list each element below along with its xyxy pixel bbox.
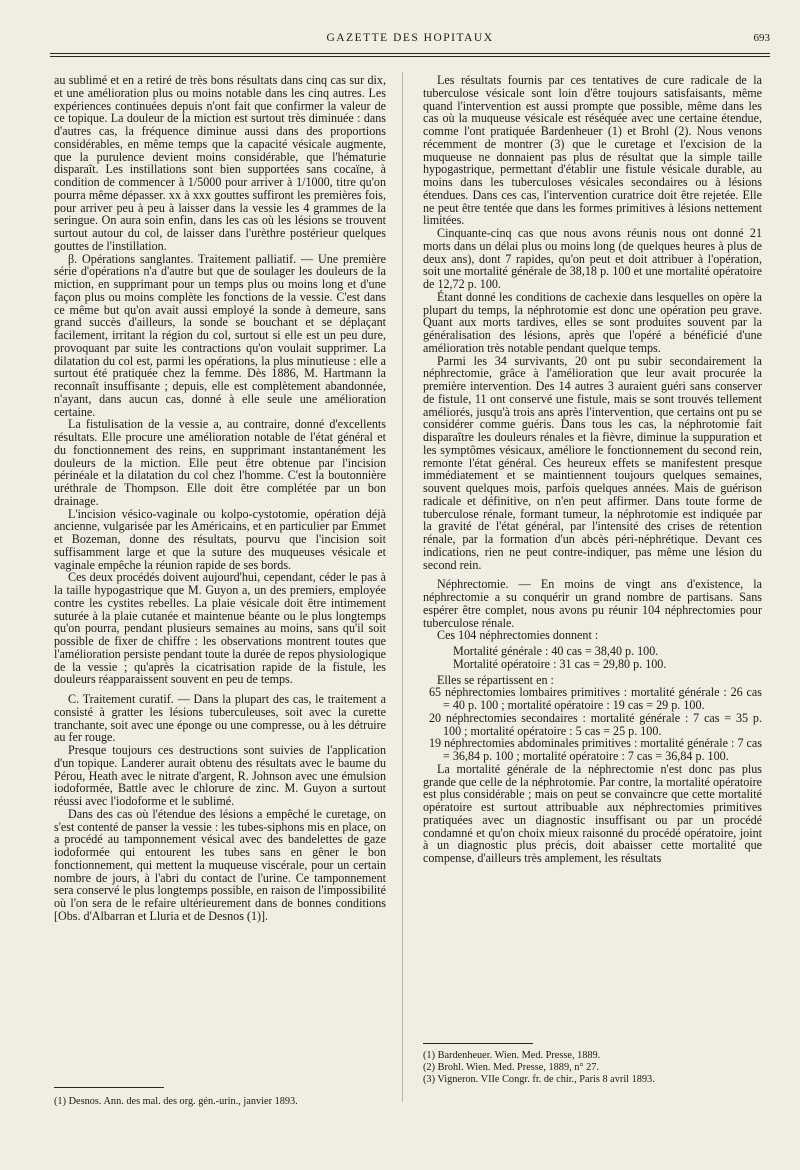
running-head [50, 32, 770, 52]
paragraph: C. Traitement curatif. — Dans la plupart des cas, le traitement a consisté à gratter les lésions tuberculeuses, soit avec la curette tranchante, soit avec une éponge ou une compresse, ou à les détruire au fer rouge. [54, 692, 386, 745]
footnotes [423, 1050, 762, 1086]
header-rule [50, 53, 770, 54]
paragraph: L'incision vésico-vaginale ou kolpo-cystotomie, opération déjà ancienne, vulgarisée par les Américains, et en particulier par Emmet et Bozeman, donne des résultats, pourvu que l'incision soit suffisamment large et que la suture des muqueuses vésicale et vaginale empêche la réunion rapide de ses bords. [54, 506, 386, 572]
paragraph: Les résultats fournis par ces tentatives de cure radicale de la tuberculose vésicale sont loin d'être toujours satisfaisants, même quand l'intervention est aussi prompte que possible, même dans les cas où la muqueuse vésicale est réséquée avec une certaine étendue, comme l'ont pratiquée Bardenheuer (1) et Brohl (2). Nous venons récemment de montrer (3) que le curetage et l'excision de la muqueuse ne donnaient pas plus de résultat que la simple taille hypogastrique, permettant d'établir une fistule vésicale durable, au moins dans les tuberculoses vésicales secondaires ou à lésions étendues. Dans ces cas, l'intervention curatrice doit être rejetée. Elle ne peut être tentée que dans les formes primitives à lésions nettement limitées. [423, 73, 762, 228]
page-number: 693 [753, 32, 770, 44]
nephrectomy-breakdown [423, 686, 762, 763]
footnote: (3) Vigneron. VIIe Congr. fr. de chir., Paris 8 avril 1893. [423, 1074, 655, 1085]
paragraph: Étant donné les conditions de cachexie dans lesquelles on opère la plupart du temps, la néphrotomie est donc une opération peu grave. Quant aux morts tardives, elles se sont produites souvent par la généralisation des lésions, après que l'opéré a bénéficié d'une amélioration très notable pendant quelque temps. [423, 289, 762, 355]
mortality-general: Mortalité générale : 40 cas = 38,40 p. 100. [453, 644, 659, 658]
paragraph: Presque toujours ces destructions sont suivies de l'application d'un topique. Landerer aurait obtenu des résultats avec le baume du Pérou, Heath avec le nitrate d'argent, R. Johnson avec une émulsion iodoformée, Battle avec le chlorure de zinc. M. Guyon a surtout réussi avec l'iodoforme et le sublimé. [54, 743, 386, 808]
paragraph: β. Opérations sanglantes. Traitement palliatif. — Une première série d'opérations n'a d'autre but que de soulager les douleurs de la miction, en supprimant pour un temps plus ou moins long et d'une façon plus ou moins complète les fonctions de la vessie. C'est dans ce même but qu'on avait aussi employé la sonde à demeure, sans grand succès d'ailleurs, la sonde se bouchant et se déplaçant facilement, irritant la région du col, surtout si elle est un peu dure, provoquant par suite les contractions qu'on voulait supprimer. La dilatation du col est, parmi les opérations, la plus minutieuse : elle a surtout été pratiquée chez la femme. Dès 1886, M. Hartmann la reconnaît insuffisante ; depuis, elle est complètement abandonnée, n'ayant, dans aucun cas, donné à elle seule une amélioration certaine. [54, 251, 386, 419]
paragraph: La mortalité générale de la néphrectomie n'est donc pas plus grande que celle de la néphrotomie. Par contre, la mortalité opératoire est plus considérable ; mais on peut se convaincre que cette mortalité opératoire est surtout attribuable aux néphrectomies primitives pratiquées avec un diagnostic insuffisant ou par un procédé condamné et qu'on choix mieux raisonné du procédé opératoire, joint à un diagnostic plus précis, doit abaisser cette mortalité que compense, d'ailleurs très amplement, les résultats [423, 761, 762, 865]
paragraph: Ces deux procédés doivent aujourd'hui, cependant, céder le pas à la taille hypogastrique que M. Guyon a, un des premiers, employée contre les cystites rebelles. La plaie vésicale doit être intimement suturée à la plaie cutanée et maintenue béante ou le plus longtemps qu'on pourra, pendant plusieurs semaines au moins, sans qu'il soit possible de fixer de chiffre : les observations montrent toutes que l'amélioration persiste pendant toute la durée de repos physiologique de la vessie ; qu'après la cicatrisation rapide de la fistule, les douleurs réapparaissent souvent en peu de temps. [54, 570, 386, 687]
footnote-rule [423, 1043, 533, 1044]
list-item: 20 néphrectomies secondaires : mortalité générale : 7 cas = 35 p. 100 ; mortalité opératoire : 5 cas = 25 p. 100. [429, 710, 762, 738]
footnote: (1) Desnos. Ann. des mal. des org. gén.-urin., janvier 1893. [54, 1096, 298, 1107]
column-separator [402, 72, 403, 1102]
journal-title: GAZETTE DES HOPITAUX [326, 32, 494, 44]
paragraph: Dans des cas où l'étendue des lésions a empêché le curetage, on s'est contenté de panser la vessie : les tubes-siphons mis en place, on a procédé au tamponnement vésical avec des bandelettes de gaze iodoformée qui entourent les tubes sans en gêner le bon fonctionnement, qui mettent la muqueuse viscérale, pour un certain nombre de jours, à l'abri du contact de l'urine. Ce tamponnement sera conservé le plus longtemps possible, en raison de l'impossibilité où l'on sera de le refaire ultérieurement dans de bonnes conditions [Obs. d'Albarran et Lluria et de Desnos (1)]. [54, 806, 387, 923]
paragraph: La fistulisation de la vessie a, au contraire, donné d'excellents résultats. Elle procure une amélioration notable de l'état général et du fonctionnement des reins, en supprimant instantanément les douleurs de la miction. Elle peut être obtenue par l'incision périnéale et la dilatation du col chez l'homme. C'est la boutonnière uréthrale de Thompson. Elle doit être complétée par un bon drainage. [54, 417, 386, 508]
list-item: 65 néphrectomies lombaires primitives : mortalité générale : 26 cas = 40 p. 100 ; mortalité opératoire : 19 cas = 29 p. 100. [429, 685, 762, 712]
footnote-rule [54, 1087, 164, 1088]
header-rule-double [50, 56, 770, 57]
footnote: (1) Bardenheuer. Wien. Med. Presse, 1889. [423, 1050, 601, 1061]
mortality-summary [453, 645, 762, 671]
paragraph: Parmi les 34 survivants, 20 ont pu subir secondairement la néphrectomie, grâce à l'amélioration que leur avait procurée la première intervention. Des 14 autres 3 auraient guéri sans conserver de fistule, 11 ont conservé une fistule, mais se sont trouvés tellement améliorés, jusqu'à trois ans après l'intervention, que certains ont pu se considérer comme guéris. Dans tous les cas, la néphrotomie fait disparaître les douleurs rénales et la fièvre, diminue la suppuration et les symptômes vésicaux, améliore le fonctionnement du second rein, remonte l'état général. Ces heureux effets se manifestent presque immédiatement et se maintiennent toujours quelques semaines, souvent quelques mois, parfois quelques années. Mais de guérison radicale et définitive, on n'en peut affirmer. Dans toute forme de tuberculose rénale, formant tumeur, la néphrotomie est indiquée par la gravité de l'état général, par l'intensité des crises de rétention rénale, par la formation d'un abcès péri-néphrétique. Devant ces indications, rien ne peut contre-indiquer, pas même une lésion du second rein. [423, 353, 762, 572]
right-column [423, 74, 762, 865]
paragraph: Ces 104 néphrectomies donnent : [437, 628, 599, 643]
list-item: 19 néphrectomies abdominales primitives : mortalité générale : 7 cas = 36,84 p. 100 ; mortalité opératoire : 7 cas = 36,84 p. 100. [429, 736, 762, 763]
paragraph: Elles se répartissent en : [437, 672, 554, 687]
mortality-operative: Mortalité opératoire : 31 cas = 29,80 p. 100. [453, 656, 667, 671]
paragraph: Cinquante-cinq cas que nous avons réunis nous ont donné 21 morts dans un délai plus ou moins long (de quelques heures à plus de deux ans), dont 7 rapides, qu'on peut et doit attribuer à l'opération, soit une mortalité générale de 38,18 p. 100 et une mortalité opératoire de 12,72 p. 100. [423, 226, 762, 291]
section-nephrectomie: Néphrectomie. — En moins de vingt ans d'existence, la néphrectomie a su conquérir un grand nombre de partisans. Sans espérer être complet, nous avons pu réunir 104 néphrectomies pour tuberculose rénale. [423, 577, 762, 630]
paragraph: au sublimé et en a retiré de très bons résultats dans cinq cas sur dix, et une amélioration plus ou moins notable dans les cinq autres. Les expériences continuées depuis n'ont fait que confirmer la valeur de ce topique. La douleur de la miction est surtout très diminuée : dans d'autres cas, la fréquence diminue aussi dans des proportions considérables, en même temps que la capacité vésicale augmente, que la purulence devient moins considérable, que l'hématurie disparaît. Les instillations sont bien supportées sans cocaïne, à condition de commencer à 1/5000 pour arriver à 1/1000, titre qu'on pourra même dépasser. xx à xxx gouttes suffiront les premières fois, pour arriver peu à peu à laisser dans la vessie les 4 grammes de la seringue. On aura soin enfin, dans les cas où les lésions se trouvent surtout autour du col, de laisser dans l'urèthre postérieur quelques gouttes de l'instillation. [54, 73, 386, 253]
footnote: (2) Brohl. Wien. Med. Presse, 1889, n° 27. [423, 1062, 599, 1073]
left-column [54, 74, 386, 923]
